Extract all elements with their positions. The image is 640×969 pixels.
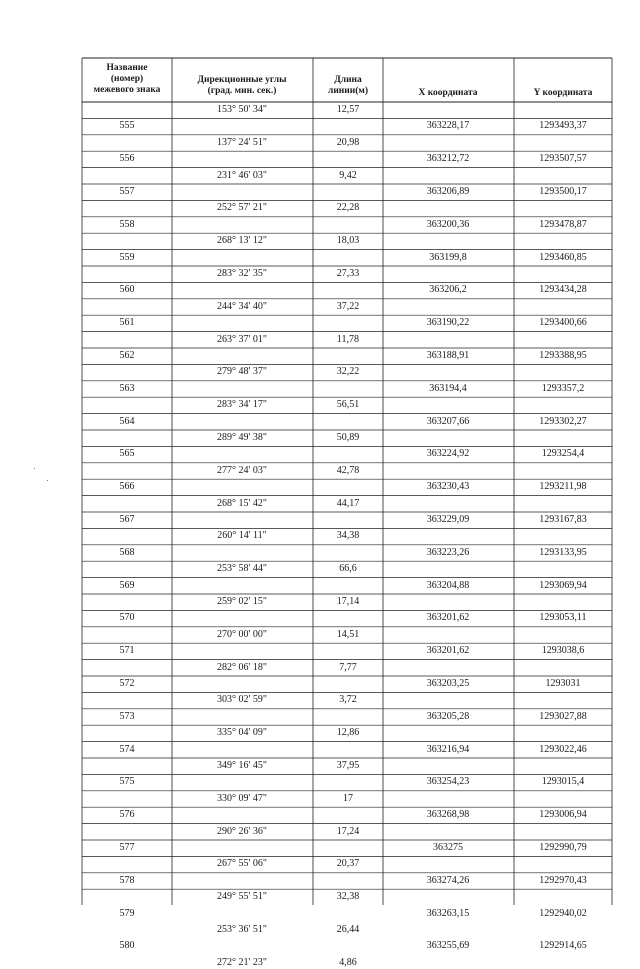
boundary-point-name: 562 xyxy=(119,350,135,361)
x-coordinate: 363223,26 xyxy=(426,546,470,558)
header-name: Название (номер) межевого знака xyxy=(93,63,161,95)
boundary-point-name: 555 xyxy=(119,120,135,132)
boundary-point-name: 578 xyxy=(119,874,135,886)
x-coordinate: 363268,98 xyxy=(426,809,470,821)
line-length: 56,51 xyxy=(336,399,360,411)
header-angle: Дирекционные углы (град. мин. сек.) xyxy=(197,75,287,96)
x-coordinate: 363207,66 xyxy=(426,415,470,427)
line-length: 17 xyxy=(343,792,353,804)
boundary-point-name: 564 xyxy=(119,415,135,427)
line-length: 32,22 xyxy=(336,366,360,378)
line-length: 9,42 xyxy=(339,169,357,181)
scan-speck xyxy=(47,480,48,481)
direction-angle: 263° 37' 01" xyxy=(217,333,267,345)
x-coordinate: 363230,43 xyxy=(426,481,470,493)
direction-angle: 268° 13' 12" xyxy=(217,235,267,247)
line-length: 66,6 xyxy=(339,563,357,575)
line-length: 20,98 xyxy=(336,136,360,148)
y-coordinate: 1292940,02 xyxy=(539,907,587,919)
y-coordinate: 1293211,98 xyxy=(539,481,587,493)
direction-angle: 277° 24' 03" xyxy=(217,464,267,476)
boundary-point-name: 579 xyxy=(119,907,135,919)
direction-angle: 335° 04' 09" xyxy=(217,727,267,739)
line-length: 37,22 xyxy=(336,300,360,312)
line-length: 17,14 xyxy=(336,596,360,607)
x-coordinate: 363204,88 xyxy=(426,579,470,591)
line-length: 7,77 xyxy=(339,661,357,673)
boundary-point-name: 561 xyxy=(119,317,135,329)
line-length: 44,17 xyxy=(336,497,360,509)
y-coordinate: 1293493,37 xyxy=(539,120,587,132)
x-coordinate: 363201,62 xyxy=(426,612,470,624)
direction-angle: 137° 24' 51" xyxy=(217,136,267,148)
direction-angle: 289° 49' 38" xyxy=(217,432,267,443)
direction-angle: 253° 58' 44" xyxy=(217,563,267,575)
line-length: 27,33 xyxy=(336,268,360,279)
line-length: 18,03 xyxy=(336,235,360,247)
y-coordinate: 1293022,46 xyxy=(539,743,587,755)
x-coordinate: 363206,89 xyxy=(426,186,470,197)
direction-angle: 268° 15' 42" xyxy=(217,497,267,509)
line-length: 26,44 xyxy=(336,924,360,935)
direction-angle: 270° 00' 00" xyxy=(217,628,267,640)
line-length: 12,86 xyxy=(336,727,360,739)
boundary-point-name: 566 xyxy=(119,481,135,493)
x-coordinate: 363212,72 xyxy=(426,153,470,165)
boundary-point-name: 570 xyxy=(119,612,135,624)
boundary-point-name: 576 xyxy=(119,809,135,821)
x-coordinate: 363194,4 xyxy=(429,382,467,394)
boundary-point-name: 580 xyxy=(119,940,135,952)
line-length: 34,38 xyxy=(336,530,360,542)
boundary-point-name: 557 xyxy=(119,186,135,197)
direction-angle: 282° 06' 18" xyxy=(217,661,267,673)
y-coordinate: 1293254,4 xyxy=(541,448,585,460)
x-coordinate: 363190,22 xyxy=(426,317,470,329)
direction-angle: 253° 36' 51" xyxy=(217,924,267,935)
x-coordinate: 363224,92 xyxy=(426,448,470,460)
line-length: 22,28 xyxy=(336,202,360,214)
line-length: 11,78 xyxy=(336,333,360,345)
boundary-point-name: 559 xyxy=(119,251,135,263)
boundary-point-name: 558 xyxy=(119,218,135,230)
line-length: 12,57 xyxy=(336,104,360,115)
boundary-point-name: 568 xyxy=(119,546,135,558)
x-coordinate: 363199,8 xyxy=(429,251,467,263)
line-length: 42,78 xyxy=(336,464,360,476)
y-coordinate: 1293460,85 xyxy=(539,251,587,263)
boundary-point-name: 575 xyxy=(119,776,135,788)
line-length: 20,37 xyxy=(336,858,360,870)
boundary-point-name: 571 xyxy=(119,645,135,657)
y-coordinate: 1293507,57 xyxy=(539,153,587,165)
x-coordinate: 363275 xyxy=(433,842,463,853)
y-coordinate: 1293038,6 xyxy=(541,645,585,657)
direction-angle: 252° 57' 21" xyxy=(217,202,267,214)
y-coordinate: 1293167,83 xyxy=(539,514,587,525)
scan-speck xyxy=(34,468,35,469)
x-coordinate: 363229,09 xyxy=(426,514,470,525)
y-coordinate: 1293434,28 xyxy=(539,284,587,296)
header-y: Y координата xyxy=(533,88,593,98)
x-coordinate: 363205,28 xyxy=(426,710,470,722)
direction-angle: 330° 09' 47" xyxy=(217,792,267,804)
x-coordinate: 363263,15 xyxy=(426,907,470,919)
header-length: Длина линии(м) xyxy=(327,75,369,96)
x-coordinate: 363188,91 xyxy=(426,350,470,361)
y-coordinate: 1293069,94 xyxy=(539,579,587,591)
direction-angle: 153° 50' 34" xyxy=(217,104,267,115)
y-coordinate: 1293133,95 xyxy=(539,546,587,558)
direction-angle: 303° 02' 59" xyxy=(217,694,267,706)
boundary-point-name: 556 xyxy=(119,153,135,165)
y-coordinate: 1293031 xyxy=(545,678,581,689)
y-coordinate: 1292990,79 xyxy=(539,842,587,853)
direction-angle: 290° 26' 36" xyxy=(217,825,267,837)
boundary-point-name: 573 xyxy=(119,710,135,722)
line-length: 17,24 xyxy=(336,825,360,837)
direction-angle: 272° 21' 23" xyxy=(217,956,267,968)
line-length: 14,51 xyxy=(336,628,360,640)
x-coordinate: 363255,69 xyxy=(426,940,470,952)
x-coordinate: 363216,94 xyxy=(426,743,470,755)
boundary-point-name: 577 xyxy=(119,842,135,853)
direction-angle: 267° 55' 06" xyxy=(217,858,267,870)
x-coordinate: 363228,17 xyxy=(426,120,470,132)
y-coordinate: 1293006,94 xyxy=(539,809,587,821)
y-coordinate: 1293302,27 xyxy=(539,415,587,427)
y-coordinate: 1293400,66 xyxy=(539,317,587,329)
line-length: 3,72 xyxy=(339,694,357,706)
x-coordinate: 363201,62 xyxy=(426,645,470,657)
direction-angle: 259° 02' 15" xyxy=(217,596,267,607)
y-coordinate: 1293027,88 xyxy=(539,710,587,722)
y-coordinate: 1293357,2 xyxy=(541,382,585,394)
direction-angle: 231° 46' 03" xyxy=(217,169,267,181)
direction-angle: 349° 16' 45" xyxy=(217,760,267,771)
boundary-point-name: 560 xyxy=(119,284,135,296)
y-coordinate: 1293478,87 xyxy=(539,218,587,230)
y-coordinate: 1293500,17 xyxy=(539,186,587,197)
y-coordinate: 1292970,43 xyxy=(539,874,587,886)
line-length: 32,38 xyxy=(336,891,360,903)
y-coordinate: 1293015,4 xyxy=(541,776,585,788)
direction-angle: 279° 48' 37" xyxy=(217,366,267,378)
y-coordinate: 1293388,95 xyxy=(539,350,587,361)
line-length: 37,95 xyxy=(336,760,360,771)
direction-angle: 249° 55' 51" xyxy=(217,891,267,903)
boundary-point-name: 569 xyxy=(119,579,135,591)
header-x: X координата xyxy=(418,88,478,98)
y-coordinate: 1292914,65 xyxy=(539,940,587,952)
line-length: 50,89 xyxy=(336,432,360,443)
x-coordinate: 363206,2 xyxy=(429,284,467,296)
boundary-point-name: 567 xyxy=(119,514,135,525)
direction-angle: 260° 14' 11" xyxy=(217,530,267,542)
x-coordinate: 363274,26 xyxy=(426,874,470,886)
direction-angle: 244° 34' 40" xyxy=(217,300,267,312)
boundary-point-name: 565 xyxy=(119,448,135,460)
boundary-point-name: 572 xyxy=(119,678,135,689)
x-coordinate: 363203,25 xyxy=(426,678,470,689)
y-coordinate: 1293053,11 xyxy=(539,612,587,624)
direction-angle: 283° 32' 35" xyxy=(217,268,267,279)
direction-angle: 283° 34' 17" xyxy=(217,399,267,411)
x-coordinate: 363200,36 xyxy=(426,218,470,230)
boundary-point-name: 574 xyxy=(119,743,135,755)
line-length: 4,86 xyxy=(339,956,357,968)
x-coordinate: 363254,23 xyxy=(426,776,470,788)
boundary-point-name: 563 xyxy=(119,382,135,394)
